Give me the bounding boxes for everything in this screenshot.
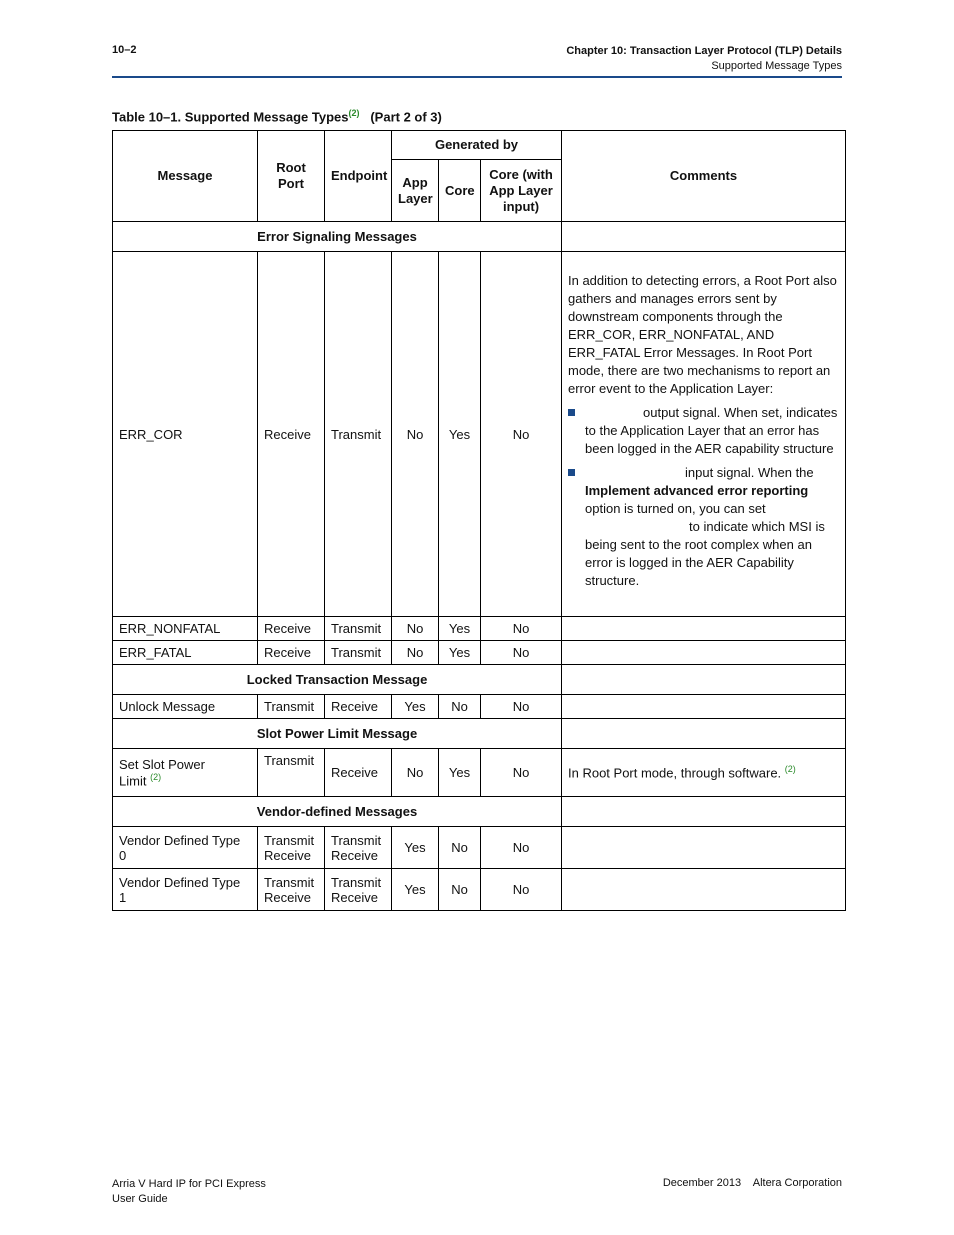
slot-note-link[interactable]: (2) [150, 771, 162, 782]
root-l1: Transmit [264, 832, 315, 848]
cell-core-app: No [481, 617, 562, 641]
col-root-port-l2: Port [278, 176, 304, 191]
cell-message [113, 749, 258, 797]
col-root-port-l1: Root [276, 160, 306, 175]
endpoint-l2: Receive [331, 889, 378, 905]
cell-core-app: No [481, 695, 562, 719]
root-l2: Receive [264, 847, 311, 863]
root-l2: Receive [264, 889, 311, 905]
cell-root: Receive [258, 252, 325, 617]
cell-app: Yes [392, 869, 439, 911]
empty-cell [562, 222, 846, 252]
section-vendor: Vendor-defined Messages [113, 797, 562, 827]
section-row-error [113, 222, 846, 252]
col-core-app-l1: Core (with [489, 166, 553, 182]
cell-message: ERR_NONFATAL [113, 617, 258, 641]
err-cor-comment [562, 252, 846, 617]
table-row-vendor1 [113, 869, 846, 911]
col-endpoint: Endpoint [325, 131, 392, 222]
empty-cell [562, 827, 846, 869]
cell-endpoint: Transmit [325, 641, 392, 665]
caption-prefix: Table 10–1. Supported Message Types [112, 109, 349, 125]
cell-message: ERR_COR [113, 252, 258, 617]
bullet2-bold: Implement advanced error reporting [585, 483, 809, 498]
comment-bullets [568, 404, 839, 590]
slot-comment-text: In Root Port mode, through software. [568, 765, 782, 781]
col-root-port [258, 131, 325, 222]
cell-message: Vendor Defined Type 0 [113, 827, 258, 869]
footer-doc-title [112, 1177, 266, 1207]
cell-core-app: No [481, 749, 562, 797]
supported-message-types-table [112, 130, 846, 911]
section-error: Error Signaling Messages [113, 222, 562, 252]
empty-cell [562, 665, 846, 695]
cell-core: No [439, 695, 481, 719]
cell-core: No [439, 869, 481, 911]
col-core-app-l3: input) [502, 198, 540, 214]
col-app-layer-l2: Layer [398, 190, 433, 206]
footer-doc-line1: Arria V Hard IP for PCI Express [112, 1178, 266, 1190]
table-caption [112, 108, 442, 124]
bullet2-text-a: input signal. When the [685, 465, 814, 480]
table-row-err-cor [113, 252, 846, 617]
slot-message-l1: Set Slot Power [119, 756, 205, 772]
table-row-unlock [113, 695, 846, 719]
section-row-locked [113, 665, 846, 695]
empty-cell [562, 869, 846, 911]
col-comments: Comments [562, 131, 846, 222]
cell-root [258, 827, 325, 869]
section-title: Supported Message Types [711, 60, 842, 72]
cell-root [258, 869, 325, 911]
cell-app: Yes [392, 827, 439, 869]
header-row [113, 131, 846, 160]
caption-note-link[interactable]: (2) [348, 108, 360, 118]
footer-date-company: December 2013 Altera Corporation [662, 1177, 842, 1189]
table-row-err-nonfatal [113, 617, 846, 641]
table-row-vendor0 [113, 827, 846, 869]
comment-intro: In addition to detecting errors, a Root Port also gathers and manages errors sent by downstream components through the ERR_COR, ERR_NONFATAL, AND ERR_FATAL Error Messages. In Root Port mode, there are two mechanisms to report an error event to the Application Layer: [568, 273, 837, 396]
cell-core-app: No [481, 252, 562, 617]
cell-endpoint: Transmit [325, 617, 392, 641]
cell-core: Yes [439, 617, 481, 641]
cell-app: No [392, 749, 439, 797]
cell-root: Transmit [258, 749, 325, 797]
caption-suffix: (Part 2 of 3) [370, 109, 442, 125]
empty-cell [562, 695, 846, 719]
slot-message-l2: Limit [119, 773, 147, 789]
running-header [566, 44, 842, 74]
bullet-icon [568, 469, 575, 476]
cell-core: Yes [439, 641, 481, 665]
col-app-layer-l1: App [402, 174, 428, 190]
cell-app: Yes [392, 695, 439, 719]
cell-core-app: No [481, 827, 562, 869]
root-l1: Transmit [264, 874, 315, 890]
slot-comment-note-link[interactable]: (2) [784, 764, 796, 775]
list-item [568, 464, 839, 590]
list-item [568, 404, 839, 458]
chapter-title: Chapter 10: Transaction Layer Protocol (TLP) Details [566, 45, 842, 57]
endpoint-l1: Transmit [331, 874, 382, 890]
empty-cell [562, 719, 846, 749]
section-slot: Slot Power Limit Message [113, 719, 562, 749]
cell-message: Unlock Message [113, 695, 258, 719]
bullet2-text-b: option is turned on, you can set [585, 501, 766, 516]
cell-app: No [392, 641, 439, 665]
cell-core-app: No [481, 869, 562, 911]
section-row-vendor [113, 797, 846, 827]
bullet1-text: output signal. When set, indicates to the Application Layer that an error has been logged in the AER capability structure [585, 405, 838, 456]
cell-message: ERR_FATAL [113, 641, 258, 665]
col-core-app-l2: App Layer [489, 182, 553, 198]
cell-endpoint [325, 869, 392, 911]
bullet-icon [568, 409, 575, 416]
section-locked: Locked Transaction Message [113, 665, 562, 695]
cell-message: Vendor Defined Type 1 [113, 869, 258, 911]
endpoint-l1: Transmit [331, 832, 382, 848]
table-row-slot-power [113, 749, 846, 797]
empty-cell [562, 797, 846, 827]
col-app-layer [392, 160, 439, 222]
col-core: Core [439, 160, 481, 222]
endpoint-l2: Receive [331, 847, 378, 863]
bullet2-text-c: to indicate which MSI is being sent to the root complex when an error is logged in the AER Capability structure. [585, 519, 825, 588]
cell-app: No [392, 252, 439, 617]
table-row-err-fatal [113, 641, 846, 665]
cell-root: Transmit [258, 695, 325, 719]
col-message: Message [113, 131, 258, 222]
cell-endpoint: Receive [325, 695, 392, 719]
col-generated-by: Generated by [392, 131, 562, 160]
header-rule [112, 76, 842, 78]
cell-endpoint: Transmit [325, 252, 392, 617]
empty-cell [562, 617, 846, 641]
cell-core: Yes [439, 749, 481, 797]
empty-cell [562, 641, 846, 665]
cell-core: No [439, 827, 481, 869]
slot-comment [562, 749, 846, 797]
cell-endpoint [325, 827, 392, 869]
page-number: 10–2 [112, 44, 137, 56]
cell-root: Receive [258, 641, 325, 665]
section-row-slot [113, 719, 846, 749]
cell-endpoint: Receive [325, 749, 392, 797]
cell-root: Receive [258, 617, 325, 641]
cell-core: Yes [439, 252, 481, 617]
col-core-app [481, 160, 562, 222]
cell-core-app: No [481, 641, 562, 665]
footer-doc-line2: User Guide [112, 1193, 168, 1205]
cell-app: No [392, 617, 439, 641]
